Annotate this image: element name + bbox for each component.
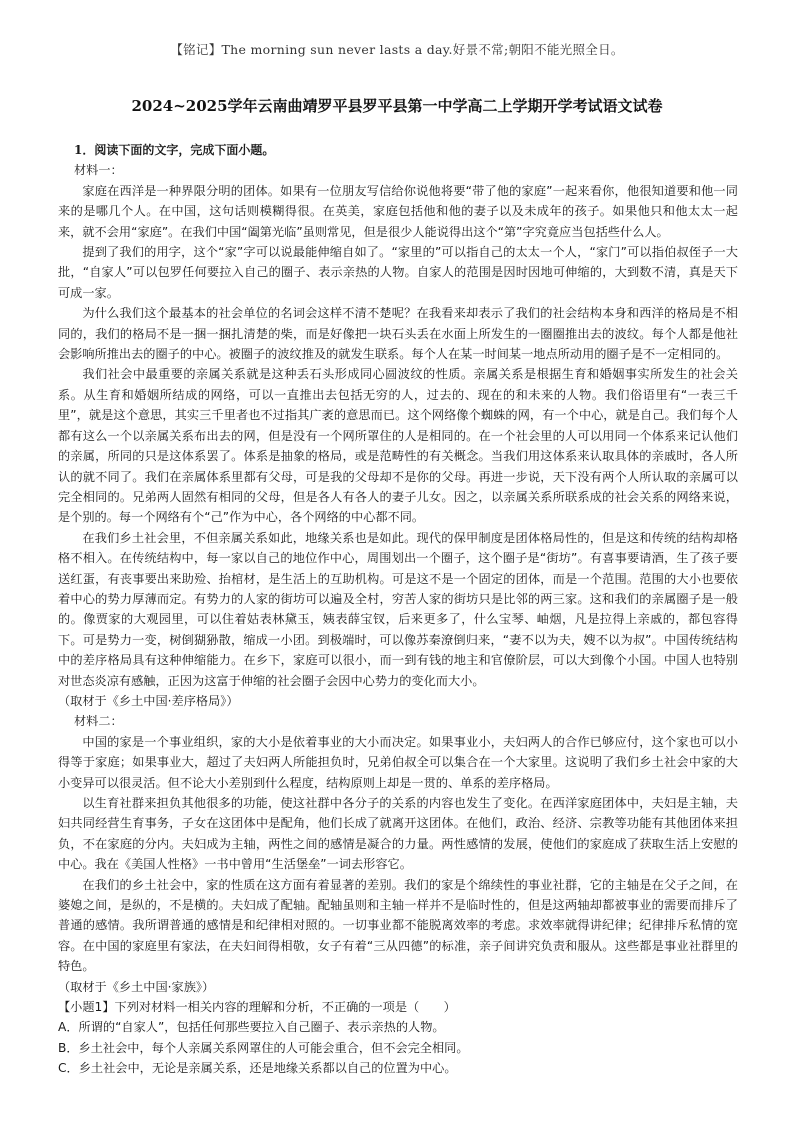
option-b: B．乡土社会中，每个人亲属关系网罩住的人可能会重合，但不会完全相同。 — [58, 1040, 469, 1055]
material1-paragraph-1: 家庭在西洋是一种界限分明的团体。如果有一位朋友写信给你说他将要“带了他的家庭”一起来看你，他很知道要和他一同来的是哪几个人。在中国，这句话则模糊得很。在英美，家庭包括他和他的妻子以及未成年的孩子。如果他只和他太太一起来，就不会用“家庭”。在我们中国“阖第光临”虽则常见，但是很少人能说得出这个“第”字究竟应当包括些什么人。 — [58, 183, 738, 239]
material1-paragraph-5: 在我们乡土社会里，不但亲属关系如此，地缘关系也是如此。现代的保甲制度是团体格局性的，但是这和传统的结构却格格不相入。在传统结构中，每一家以自己的地位作中心，周围划出一个圈子，这个圈子是“街坊”。有喜事要请酒，生了孩子要送红蛋，有丧事要出来助殓、抬棺材，是生活上的互助机构。可是这不是一个固定的团体，而是一个范围。范围的大小也要依着中心的势力厚薄而定。有势力的人家的街坊可以遍及全村，穷苦人家的街坊只是比邻的两三家。这和我们的亲属圈子是一般的。像贾家的大观园里，可以住着姑表林黛玉，姨表薛宝钗，后来更多了，什么宝琴、岫烟，凡是拉得上亲戚的，都包容得下。可是势力一变，树倒猢狲散，缩成一小团。到极端时，可以像苏秦潦倒归来，“妻不以为夫，嫂不以为叔”。中国传统结构中的差序格局具有这种伸缩能力。在乡下，家庭可以很小，而一到有钱的地主和官僚阶层，可以大到像个小国。中国人也特别对世态炎凉有感触，正因为这富于伸缩的社会圈子会因中心势力的变化而大小。 — [58, 530, 738, 688]
material1-paragraph-2: 提到了我们的用字，这个“家”字可以说最能伸缩自如了。“家里的”可以指自己的太太一个人，“家门”可以指伯叔侄子一大批，“自家人”可以包罗任何要拉入自己的圈子、表示亲热的人物。自家人的范围是因时因地可伸缩的，大到数不清，真是天下可成一家。 — [58, 245, 738, 300]
option-c: C．乡土社会中，无论是亲属关系，还是地缘关系都以自己的位置为中心。 — [58, 1061, 457, 1076]
page-title: 2024~2025学年云南曲靖罗平县罗平县第一中学高二上学期开学考试语文试卷 — [131, 97, 663, 115]
material1-label: 材料一： — [74, 163, 123, 178]
option-a: A．所谓的“自家人”，包括任何那些要拉入自己圈子、表示亲热的人物。 — [58, 1020, 445, 1035]
material1-paragraph-3: 为什么我们这个最基本的社会单位的名词会这样不清不楚呢？在我看来却表示了我们的社会结构本身和西洋的格局是不相同的，我们的格局不是一捆一捆扎清楚的柴，而是好像把一块石头丢在水面上所发生的一圈圈推出去的波纹。每个人都是他社会影响所推出去的圈子的中心。被圈子的波纹推及的就发生联系。每个人在某一时间某一地点所动用的圈子是不一定相同的。 — [58, 306, 738, 362]
material2-paragraph-3: 在我们的乡土社会中，家的性质在这方面有着显著的差别。我们的家是个绵续性的事业社群，它的主轴是在父子之间，在婆媳之间，是纵的，不是横的。夫妇成了配轴。配轴虽则和主轴一样并不是临时性的，但是这两轴却都被事业的需要而排斥了普通的感情。我所谓普通的感情是和纪律相对照的。一切事业都不能脱离效率的考虑。求效率就得讲纪律；纪律排斥私情的宽容。在中国的家庭里有家法，在夫妇间得相敬，女子有着“三从四德”的标准，亲子间讲究负责和服从。这些都是事业社群里的特色。 — [58, 877, 738, 974]
material1-source: （取材于《乡土中国·差序格局》） — [58, 693, 239, 708]
material2-label: 材料二： — [74, 714, 123, 729]
material2-source: （取材于《乡土中国·家族》） — [58, 979, 215, 994]
question-heading: 1．阅读下面的文字，完成下面小题。 — [74, 143, 275, 157]
material1-paragraph-4: 我们社会中最重要的亲属关系就是这种丢石头形成同心圆波纹的性质。亲属关系是根据生育和婚姻事实所发生的社会关系。从生育和婚姻所结成的网络，可以一直推出去包括无穷的人，过去的、现在的和未来的人物。我们俗语里有“一表三千里”，就是这个意思，其实三千里者也不过指其广袤的意思而已。这个网络像个蜘蛛的网，有一个中心，就是自己。我们每个人都有这么一个以亲属关系布出去的网，但是没有一个网所罩住的人是相同的。在一个社会里的人可以用同一个体系来记认他们的亲属，所同的只是这体系罢了。体系是抽象的格局，或是范畴性的有关概念。当我们用这体系来认取具体的亲戚时，各人所认的就不同了。我们在亲属体系里都有父母，可是我的父母却不是你的父母。再进一步说，天下没有两个人所认取的亲属可以完全相同的。兄弟两人固然有相同的父母，但是各人有各人的妻子儿女。因之，以亲属关系所联系成的社会关系的网络来说，是个别的。每一个网络有个“己”作为中心，各个网络的中心都不同。 — [58, 367, 738, 525]
sub-question-stem: 【小题1】下列对材料一相关内容的理解和分析，不正确的一项是（ ） — [58, 1000, 456, 1015]
motto-banner: 【铭记】The morning sun never lasts a day.好景不常;朝阳不能光照全日。 — [170, 42, 624, 57]
material2-paragraph-2: 以生育社群来担负其他很多的功能，使这社群中各分子的关系的内容也发生了变化。在西洋家庭团体中，夫妇是主轴，夫妇共同经营生育事务，子女在这团体中是配角，他们长成了就离开这团体。在他们，政治、经济、宗教等功能有其他团体来担负，不在家庭的分内。夫妇成为主轴，两性之间的感情是凝合的力量。两性感情的发展，使他们的家庭成了获取生活上安慰的中心。我在《美国人性格》一书中曾用“生活堡垒”一词去形容它。 — [58, 796, 738, 872]
document-body — [58, 140, 738, 1079]
material2-paragraph-1: 中国的家是一个事业组织，家的大小是依着事业的大小而决定。如果事业小，夫妇两人的合作已够应付，这个家也可以小得等于家庭；如果事业大，超过了夫妇两人所能担负时，兄弟伯叔全可以集合在一个大家里。这说明了我们乡土社会中家的大小变异可以很灵活。但不论大小差别到什么程度，结构原则上却是一贯的、单系的差序格局。 — [58, 734, 738, 790]
